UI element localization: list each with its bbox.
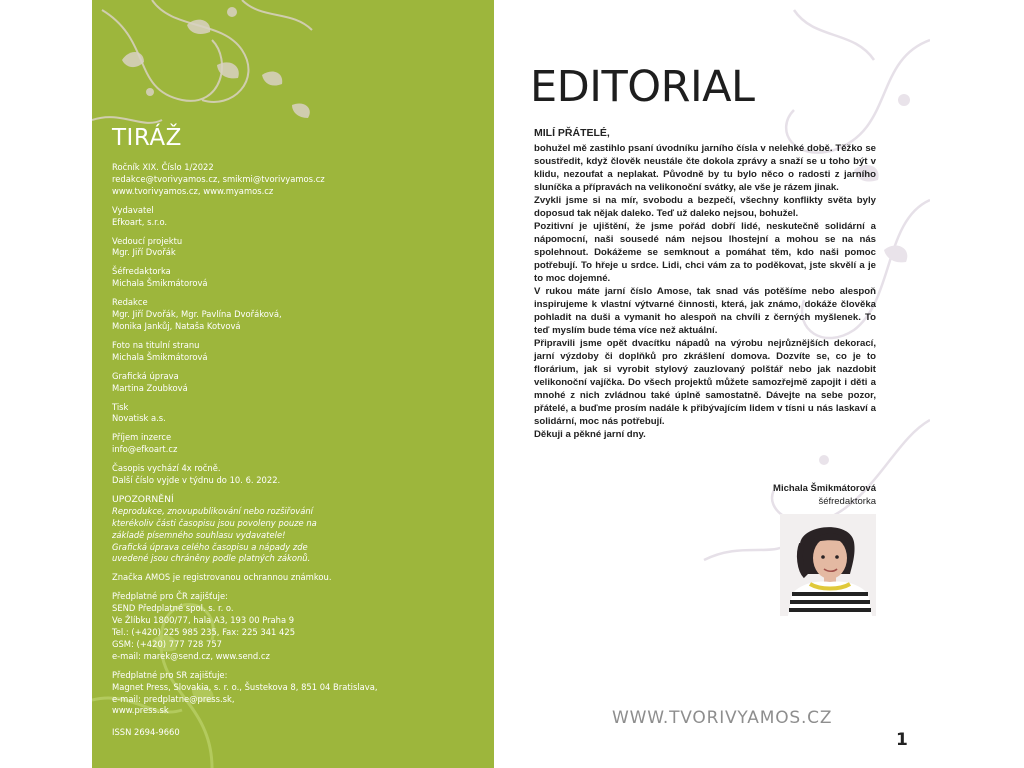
editorial-paragraph: V rukou máte jarní číslo Amose, tak snad vás potěšíme nebo alespoň inspirujeme k vlastní výtvarné činnosti, která, jak známo, dokáže člověka pohladit na duši a vymanit ho alespoň na chvíli z černých myšlenek. To teď myslím bude téma více než aktuální. [534,286,876,336]
impressum-line: Značka AMOS je registrovanou ochrannou známkou. [112,572,332,583]
impressum-line: Martina Zoubková [112,382,188,393]
impressum-line: SEND Předplatné spol. s. r. o. [112,603,234,614]
impressum-line: Grafická úprava [112,370,179,381]
impressum-line: Michala Šmikmátorová [112,351,208,362]
impressum-line: Magnet Press, Slovakia, s. r. o., Šustekova 8, 851 04 Bratislava, [112,681,378,692]
impressum-block-warning [112,494,412,565]
impressum-block-editor-in-chief [112,266,412,290]
editorial-paragraph: Pozitivní je ujištění, že jsme pořád dobří lidé, neskutečně solidární a nápomocní, naši sousedé nám nejsou lhostejní a mohou se na nás spolehnout. Dokážeme se semknout a pomáhat těm, kdo naši pomoc potřebují. To hřeje u srdce. Lidi, chci vám za to poděkovat, jste skvělí a je to moc dojemné. [534,221,876,284]
impressum-line: Efkoart, s.r.o. [112,216,168,227]
impressum [112,124,412,746]
impressum-line: www.tvorivyamos.cz, www.myamos.cz [112,185,274,196]
impressum-block-advertising [112,432,412,456]
warning-line: uvedené jsou chráněny podle platných zákonů. [112,553,311,564]
impressum-block-issn [112,727,412,739]
impressum-block-trademark [112,572,412,584]
impressum-line: Časopis vychází 4x ročně. [112,463,221,474]
impressum-block-subscription-cz [112,591,412,662]
editorial-paragraph: Připravili jsme opět dvacítku nápadů na výrobu nejrůznějších dekorací, jarní výzdoby či doplňků pro zkrášlení domova. Dozvíte se, co je to florárium, jak si vyrobit stylový zauzlovaný polštář nebo jak nazdobit velikonoční vajíčka. Do všech projektů můžete samozřejmě zapojit i děti a mnohé z nich zvládnou také úplně samostatně. Dávejte na sebe pozor, přátelé, a buďme prosím nadále k přibývajícím lidem v tísni u nás laskaví a solidární, moc nás potřebují. [534,338,876,427]
impressum-line: Redakce [112,297,148,308]
impressum-line: Novatisk a.s. [112,413,166,424]
impressum-block-issue [112,162,412,198]
impressum-block-graphic-design [112,371,412,395]
impressum-line: Ročník XIX. Číslo 1/2022 [112,162,214,172]
impressum-block-publisher [112,205,412,229]
impressum-line: GSM: (+420) 777 728 757 [112,638,222,649]
impressum-block-editorial-staff [112,297,412,333]
impressum-block-print [112,402,412,426]
impressum-block-subscription-sk [112,670,412,718]
editorial-article [534,127,876,441]
impressum-line: e-mail: predplatne@press.sk, [112,693,235,704]
impressum-line: Foto na titulní stranu [112,339,200,350]
page-number: 1 [896,730,908,750]
impressum-block-frequency [112,463,412,487]
impressum-line: Mgr. Jiří Dvořák [112,247,176,258]
impressum-title: TIRÁŽ [112,125,182,151]
impressum-line: Mgr. Jiří Dvořák, Mgr. Pavlína Dvořáková, [112,309,282,320]
impressum-line: Předplatné pro ČR zajišťuje: [112,591,228,602]
impressum-line: Šéfredaktorka [112,266,171,277]
author-photo [780,514,876,616]
website-url: WWW.TVORIVYAMOS.CZ [612,708,833,728]
impressum-line: e-mail: marek@send.cz, www.send.cz [112,650,270,661]
impressum-line: Michala Šmikmátorová [112,278,208,289]
issn: ISSN 2694-9660 [112,727,180,738]
editorial-paragraph: bohužel mě zastihlo psaní úvodníku jarního čísla v nelehké době. Těžko se soustředit, když člověk neustále čte dokola zprávy a snaží se u toho být v klidu, nezoufat a neplakat. Původně by tu bylo něco o radosti z jarního sluníčka a přípravách na velikonoční svátky, ale vše je rázem jinak. [534,143,876,193]
editorial-greeting: MILÍ PŘÁTELÉ, [534,127,610,139]
editorial-signature [680,482,876,508]
impressum-line: Tisk [112,401,129,412]
impressum-line: Vydavatel [112,204,154,215]
impressum-line: Předplatné pro SR zajišťuje: [112,669,228,680]
impressum-block-project-lead [112,236,412,260]
impressum-line: Vedoucí projektu [112,235,183,246]
warning-line: kterékoliv části časopisu jsou povoleny pouze na [112,517,317,528]
impressum-line: info@efkoart.cz [112,444,178,455]
warning-line: základě písemného souhlasu vydavatele! [112,529,286,540]
warning-line: Grafická úprava celého časopisu a nápady zde [112,541,308,552]
impressum-line: www.press.sk [112,705,169,716]
editorial-closing: Děkuji a pěkné jarní dny. [534,429,646,440]
editorial-title: EDITORIAL [530,62,755,112]
impressum-line: Další číslo vyjde v týdnu do 10. 6. 2022. [112,475,281,486]
impressum-block-cover-photo [112,340,412,364]
impressum-line: Tel.: (+420) 225 985 235, Fax: 225 341 425 [112,627,296,637]
author-portrait-illustration [780,514,876,616]
warning-title: UPOZORNĚNÍ [112,493,174,505]
author-name: Michala Šmikmátorová [773,483,876,494]
impressum-line: redakce@tvorivyamos.cz, smikmi@tvorivyamos.cz [112,173,325,184]
impressum-line: Ve Žlíbku 1800/77, hala A3, 193 00 Praha 9 [112,615,295,626]
editorial-paragraph: Zvykli jsme si na mír, svobodu a bezpečí, všechny konflikty světa byly doposud tak nějak daleko. Teď už daleko nejsou, bohužel. [534,195,876,219]
author-role: šéfredaktorka [818,496,876,507]
impressum-line: Monika Jankůj, Nataša Kotvová [112,320,241,331]
impressum-line: Příjem inzerce [112,432,172,443]
warning-line: Reprodukce, znovupublikování nebo rozšiřování [112,505,313,516]
